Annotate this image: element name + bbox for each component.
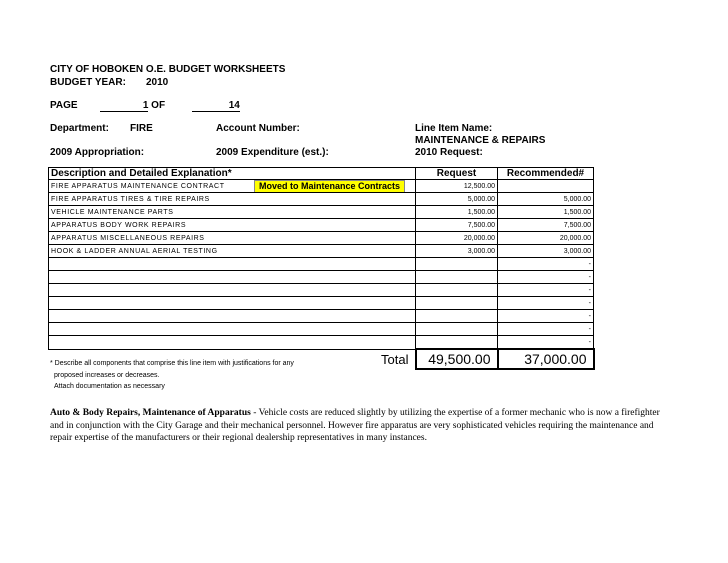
row-recommended: - [498,284,594,297]
table-row [49,219,594,232]
department-label: Department: [50,123,109,134]
row-recommended: 5,000.00 [498,193,594,206]
row-recommended: - [498,323,594,336]
of-label: OF [151,100,166,111]
moved-note-highlight: Moved to Maintenance Contracts [254,180,405,193]
table-row [49,193,594,206]
column-header-recommended: Recommended# [498,168,594,180]
explanation-body: - Vehicle costs are reduced slightly by utilizing the expertise of a former mechanic who is now a firefighter and in conjunction with the City Garage and their mechanical personnel. However fire apparatus are very sophisticated vehicles requiring the maintenance and repair expertise of the manufacturers or their regional dealership representatives in many instances. [50,408,660,443]
row-request [416,310,498,323]
row-request [416,323,498,336]
row-description [49,271,416,284]
row-description-text: HOOK & LADDER ANNUAL AERIAL TESTING [51,247,218,255]
row-recommended: - [498,310,594,323]
table-row [49,336,594,350]
explanation-heading: Auto & Body Repairs, Maintenance of Apparatus [50,408,251,418]
row-request: 7,500.00 [416,219,498,232]
row-recommended: 1,500.00 [498,206,594,219]
explanation [50,407,670,445]
row-description [49,232,416,245]
row-recommended [498,180,594,193]
line-item-label: Line Item Name: [415,123,493,134]
row-request: 20,000.00 [416,232,498,245]
table-row [49,232,594,245]
row-description [49,284,416,297]
row-description-text: VEHICLE MAINTENANCE PARTS [51,208,174,216]
row-description [49,310,416,323]
row-request: 3,000.00 [416,245,498,258]
row-request: 1,500.00 [416,206,498,219]
account-number-label: Account Number: [216,123,300,134]
expenditure-label: 2009 Expenditure (est.): [216,147,329,158]
table-row [49,323,594,336]
page-number: 1 [100,100,148,112]
row-description [49,206,416,219]
total-recommended: 37,000.00 [498,349,594,369]
row-request [416,336,498,350]
page-total: 14 [192,100,240,112]
sheet-title: CITY OF HOBOKEN O.E. BUDGET WORKSHEETS [50,64,286,75]
row-description [49,180,416,193]
budget-table [48,167,595,370]
row-recommended: - [498,271,594,284]
row-recommended: - [498,258,594,271]
table-row [49,180,594,193]
row-request [416,271,498,284]
row-description [49,297,416,310]
column-header-description: Description and Detailed Explanation* [49,168,416,180]
row-request [416,297,498,310]
table-row [49,310,594,323]
row-request [416,258,498,271]
row-description [49,336,416,350]
table-row [49,206,594,219]
appropriation-label: 2009 Appropriation: [50,147,145,158]
page-label: PAGE [50,100,78,111]
department-value: FIRE [130,123,153,134]
column-header-request: Request [416,168,498,180]
row-description [49,193,416,206]
row-description-text: FIRE APPARATUS TIRES & TIRE REPAIRS [51,195,210,203]
row-request: 5,000.00 [416,193,498,206]
page-indicator [50,100,240,112]
table-row [49,258,594,271]
row-description [49,258,416,271]
row-request: 12,500.00 [416,180,498,193]
table-row [49,245,594,258]
footnote-1: * Describe all components that comprise this line item with justifications for any [50,360,294,367]
row-recommended: 7,500.00 [498,219,594,232]
row-recommended: 3,000.00 [498,245,594,258]
line-item-name: MAINTENANCE & REPAIRS [415,135,546,146]
footnote-3: Attach documentation as necessary [54,383,165,390]
row-request [416,284,498,297]
row-recommended: - [498,297,594,310]
row-description-text: APPARATUS BODY WORK REPAIRS [51,221,187,229]
request-label: 2010 Request: [415,147,483,158]
footnote-2: proposed increases or decreases. [54,372,160,379]
row-recommended: 20,000.00 [498,232,594,245]
total-request: 49,500.00 [416,349,498,369]
row-description-text: FIRE APPARATUS MAINTENANCE CONTRACT [51,182,225,190]
total-label: Total [381,351,409,367]
table-row [49,271,594,284]
row-description-text: APPARATUS MISCELLANEOUS REPAIRS [51,234,205,242]
table-row [49,284,594,297]
row-description [49,323,416,336]
row-recommended: - [498,336,594,350]
row-description [49,245,416,258]
budget-year-value: 2010 [146,77,169,88]
table-row [49,297,594,310]
row-description [49,219,416,232]
budget-year-label: BUDGET YEAR: [50,77,126,88]
